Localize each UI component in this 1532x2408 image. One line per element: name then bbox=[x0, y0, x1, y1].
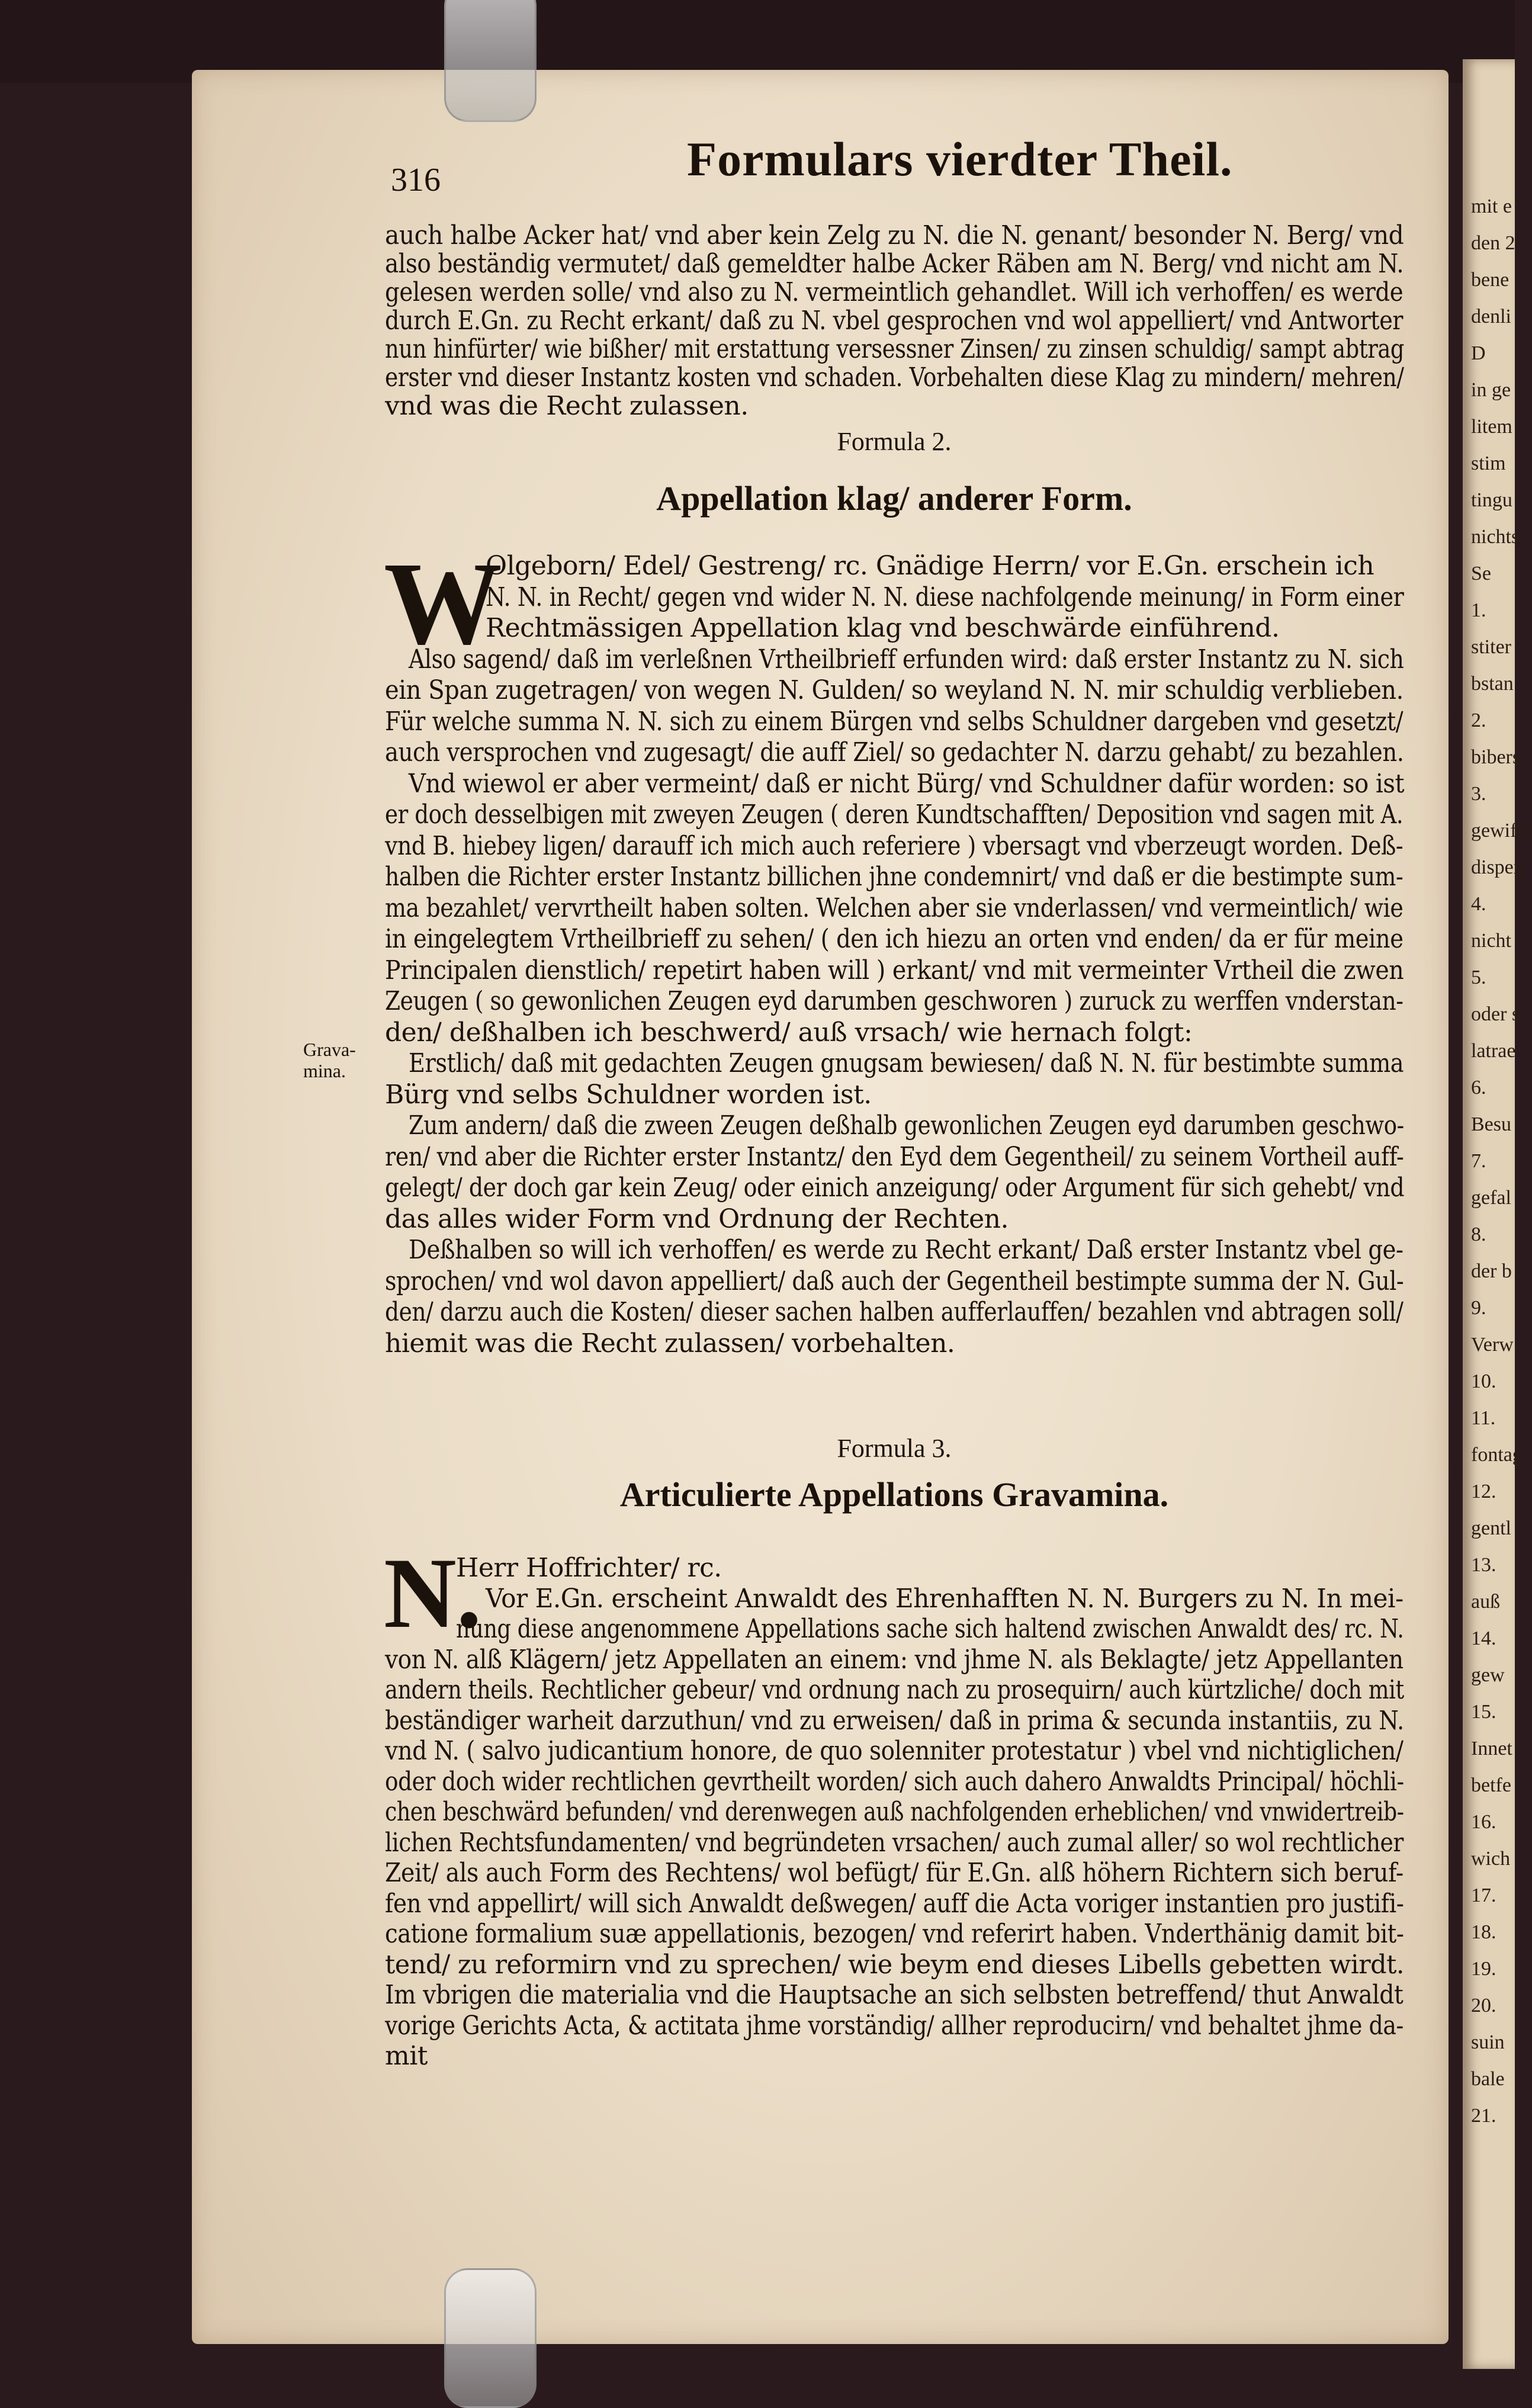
edge-text-line: stiter bbox=[1471, 636, 1511, 658]
edge-text-line: suin bbox=[1471, 2031, 1505, 2053]
edge-text-line: Verw bbox=[1471, 1334, 1514, 1356]
text-line: Herr Hoffrichter/ rc. bbox=[456, 1553, 722, 1583]
text-line: erster vnd dieser Instantz kosten vnd schaden. Vorbehalten diese Klag zu mindern/ mehren/ bbox=[385, 362, 1404, 393]
edge-text-line: 5. bbox=[1471, 967, 1486, 988]
edge-text-line: 4. bbox=[1471, 893, 1486, 915]
edge-text-line: fontag bbox=[1471, 1444, 1523, 1466]
text-line: ma bezahlet/ vervrtheilt haben solten. Welchen aber sie vnderlassen/ vnd vermeintlich/ wie bbox=[385, 892, 1403, 923]
edge-text-line: den 2 bbox=[1471, 232, 1515, 254]
text-line: vnd B. hiebey ligen/ darauff ich mich auch referiere ) vbersagt vnd vberzeugt worden. Deß- bbox=[385, 830, 1403, 861]
text-line: auch versprochen vnd zugesagt/ die auff Ziel/ so gedachter N. darzu gehabt/ zu bezahlen. bbox=[385, 737, 1404, 768]
text-line: nun hinfürter/ wie bißher/ mit erstattung versessner Zinsen/ zu zinsen schuldig/ sampt abtrag bbox=[385, 334, 1405, 364]
edge-text-line: 3. bbox=[1471, 783, 1486, 805]
text-line: chen beschwärd befunden/ vnd derenwegen auß nachfolgenden erheblichen/ vnd vnwidertreib- bbox=[385, 1797, 1404, 1827]
text-line: Erstlich/ daß mit gedachten Zeugen gnugsam bewiesen/ daß N. N. für bestimbte summa bbox=[409, 1048, 1404, 1078]
edge-text-line: 20. bbox=[1471, 1995, 1496, 2017]
running-head: Formulars vierdter Theil. bbox=[687, 132, 1233, 186]
text-line: Zeit/ als auch Form des Rechtens/ wol befügt/ für E.Gn. alß höhern Richtern sich beruf- bbox=[385, 1858, 1403, 1888]
text-line: Vnd wiewol er aber vermeint/ daß er nicht Bürg/ vnd Schuldner dafür worden: so ist bbox=[409, 768, 1405, 799]
book-page-right-edge bbox=[1463, 59, 1515, 2369]
text-line: catione formalium suæ appellationis, bezogen/ vnd referirt haben. Vnderthänig damit bit- bbox=[385, 1919, 1404, 1949]
edge-text-line: 13. bbox=[1471, 1554, 1496, 1576]
edge-text-line: bstan bbox=[1471, 673, 1514, 695]
text-line: er doch desselbigen mit zweyen Zeugen ( deren Kundtschafften/ Deposition vnd sagen mit A. bbox=[385, 800, 1403, 830]
text-line: Zum andern/ daß die zween Zeugen deßhalb gewonlichen Zeugen eyd darumben geschwo- bbox=[409, 1110, 1404, 1141]
edge-text-line: wich bbox=[1471, 1848, 1511, 1870]
edge-text-line: stim bbox=[1471, 452, 1506, 474]
text-line: gelegt/ der doch gar kein Zeug/ oder einich anzeigung/ oder Argument für sich gehebt/ vnd bbox=[385, 1173, 1405, 1203]
edge-text-line: Innet bbox=[1471, 1738, 1512, 1760]
text-line: Principalen dienstlich/ repetirt haben will ) erkant/ vnd mit vermeinter Vrtheil die zwen bbox=[385, 955, 1404, 985]
text-line: Rechtmässigen Appellation klag vnd beschwärde einführend. bbox=[486, 613, 1280, 643]
text-line: nung diese angenommene Appellations sache sich haltend zwischen Anwaldt des/ rc. N. bbox=[456, 1614, 1404, 1644]
text-line: oder doch wider rechtlichen gevrtheilt worden/ sich auch dahero Anwaldts Principal/ höchli- bbox=[385, 1766, 1404, 1797]
text-line: lichen Rechtsfundamenten/ vnd begründeten vrsachen/ auch zumal aller/ so wol rechtlicher bbox=[385, 1827, 1403, 1858]
text-line: Bürg vnd selbs Schuldner worden ist. bbox=[385, 1079, 872, 1110]
edge-text-line: mit e bbox=[1471, 195, 1512, 217]
formula-3-heading: Articulierte Appellations Gravamina. bbox=[619, 1475, 1169, 1514]
text-line: vorige Gerichts Acta, & actitata jhme vorständig/ allher reproducirn/ vnd behaltet jhme da- bbox=[385, 2010, 1403, 2041]
text-line: auch halbe Acker hat/ vnd aber kein Zelg zu N. die N. genant/ besonder N. Berg/ vnd bbox=[385, 220, 1404, 251]
text-line: vnd was die Recht zulassen. bbox=[385, 391, 749, 421]
text-line: fen vnd appellirt/ will sich Anwaldt deßwegen/ auff die Acta voriger instantien pro justifi- bbox=[385, 1888, 1404, 1919]
edge-text-line: 7. bbox=[1471, 1150, 1486, 1172]
dropcap-w: W bbox=[384, 538, 502, 669]
text-line: ren/ vnd aber die Richter erster Instantz/ den Eyd dem Gegentheil/ zu seinem Vortheil auff- bbox=[385, 1141, 1404, 1172]
edge-text-line: nicht bbox=[1471, 930, 1511, 952]
text-line: Für welche summa N. N. sich zu einem Bürgen vnd selbs Schuldner dargeben vnd gesetzt/ bbox=[385, 706, 1403, 737]
text-line: tend/ zu reformirn vnd zu sprechen/ wie beym end dieses Libells gebetten wirdt. bbox=[385, 1949, 1405, 1980]
edge-text-line: 9. bbox=[1471, 1297, 1486, 1319]
text-line: vnd N. ( salvo judicantium honore, de quo solenniter protestatur ) vbel vnd nichtiglichen/ bbox=[385, 1736, 1403, 1766]
text-line: Zeugen ( so gewonlichen Zeugen eyd darumben geschworen ) zuruck zu werffen vnderstan- bbox=[385, 986, 1403, 1016]
edge-text-line: dispen bbox=[1471, 856, 1524, 878]
edge-text-line: auß bbox=[1471, 1591, 1501, 1613]
edge-text-line: 16. bbox=[1471, 1811, 1496, 1833]
text-line: hiemit was die Recht zulassen/ vorbehalten. bbox=[385, 1328, 955, 1359]
edge-text-line: 2. bbox=[1471, 709, 1486, 731]
edge-text-line: nichts bbox=[1471, 526, 1520, 548]
page-number: 316 bbox=[391, 162, 441, 198]
edge-text-line: 11. bbox=[1471, 1407, 1496, 1429]
edge-text-line: 21. bbox=[1471, 2105, 1496, 2127]
edge-text-line: in ge bbox=[1471, 379, 1511, 401]
text-line: in eingelegtem Vrtheilbrieff zu sehen/ ( den ich hiezu an orten vnd enden/ da er für meine bbox=[385, 924, 1403, 954]
text-line: also beständig vermutet/ daß gemeldter halbe Acker Räben am N. Berg/ vnd nicht am N. bbox=[385, 249, 1404, 279]
text-line: Also sagend/ daß im verleßnen Vrtheilbrieff erfunden wird: daß erster Instantz zu N. sich bbox=[409, 644, 1404, 675]
formula-3-label: Formula 3. bbox=[837, 1434, 952, 1463]
edge-text-line: litem bbox=[1471, 416, 1512, 438]
edge-text-line: 6. bbox=[1471, 1077, 1486, 1099]
text-line: andern theils. Rechtlicher gebeur/ vnd ordnung nach zu prosequirn/ auch kürtzliche/ doch mit bbox=[385, 1675, 1404, 1705]
edge-text-line: 19. bbox=[1471, 1958, 1496, 1980]
edge-text-line: 17. bbox=[1471, 1884, 1496, 1906]
text-line: Olgeborn/ Edel/ Gestreng/ rc. Gnädige Herrn/ vor E.Gn. erschein ich bbox=[486, 551, 1374, 581]
text-line: von N. alß Klägern/ jetz Appellaten an einem: vnd jhme N. als Beklagte/ jetz Appellanten bbox=[385, 1644, 1403, 1675]
edge-text-line: bene bbox=[1471, 269, 1509, 291]
edge-text-line: 18. bbox=[1471, 1921, 1496, 1943]
text-line: Im vbrigen die materialia vnd die Hauptsache an sich selbsten betreffend/ thut Anwaldt bbox=[385, 1980, 1403, 2010]
edge-text-line: gewiffe bbox=[1471, 820, 1532, 842]
text-line: halben die Richter erster Instantz billichen jhne condemnirt/ vnd daß er die bestimpte sum- bbox=[385, 862, 1403, 892]
bottom-page-clip bbox=[444, 2268, 537, 2408]
margin-note-gravamina: Grava-mina. bbox=[303, 1039, 356, 1081]
top-page-clip bbox=[444, 0, 537, 122]
text-line: den/ darzu auch die Kosten/ dieser sachen halben aufferlauffen/ bezahlen vnd abtragen soll/ bbox=[385, 1297, 1403, 1327]
edge-text-line: 1. bbox=[1471, 599, 1486, 621]
edge-text-line: bale bbox=[1471, 2068, 1505, 2090]
edge-text-line: gefal bbox=[1471, 1187, 1511, 1209]
edge-text-line: tingu bbox=[1471, 489, 1512, 511]
edge-text-line: 8. bbox=[1471, 1224, 1486, 1245]
edge-text-line: betfe bbox=[1471, 1774, 1511, 1796]
edge-text-line: latrae bbox=[1471, 1040, 1516, 1062]
formula-2-heading: Appellation klag/ anderer Form. bbox=[656, 479, 1132, 518]
edge-text-line: gentl bbox=[1471, 1517, 1511, 1539]
text-line: Vor E.Gn. erscheint Anwaldt des Ehrenhafften N. N. Burgers zu N. In mei- bbox=[486, 1583, 1403, 1614]
text-line: ein Span zugetragen/ von wegen N. Gulden/ so weyland N. N. mir schuldig verblieben. bbox=[385, 675, 1403, 705]
text-line: das alles wider Form vnd Ordnung der Rechten. bbox=[385, 1203, 1009, 1234]
text-line: gelesen werden solle/ vnd also zu N. vermeintlich gehandlet. Will ich verhoffen/ es werde bbox=[385, 277, 1403, 307]
edge-text-line: Besu bbox=[1471, 1113, 1511, 1135]
text-line: sprochen/ vnd wol davon appelliert/ daß auch der Gegentheil bestimpte summa der N. Gul- bbox=[385, 1266, 1404, 1296]
formula-2-label: Formula 2. bbox=[837, 427, 952, 456]
edge-text-line: der b bbox=[1471, 1260, 1512, 1282]
edge-text-line: 12. bbox=[1471, 1481, 1496, 1502]
edge-text-line: oder s bbox=[1471, 1003, 1520, 1025]
edge-text-line: 10. bbox=[1471, 1370, 1496, 1392]
edge-text-line: denli bbox=[1471, 306, 1511, 328]
dropcap-n: N. bbox=[384, 1537, 482, 1649]
text-line: den/ deßhalben ich beschwerd/ auß vrsach/ wie hernach folgt: bbox=[385, 1017, 1193, 1048]
text-line: N. N. in Recht/ gegen vnd wider N. N. diese nachfolgende meinung/ in Form einer bbox=[486, 582, 1404, 612]
text-line: Deßhalben so will ich verhoffen/ es werde zu Recht erkant/ Daß erster Instantz vbel ge- bbox=[409, 1235, 1403, 1265]
edge-text-line: Se bbox=[1471, 563, 1491, 585]
edge-text-line: gew bbox=[1471, 1664, 1505, 1686]
edge-text-line: 15. bbox=[1471, 1701, 1496, 1723]
text-line: durch E.Gn. zu Recht erkant/ daß zu N. vbel gesprochen vnd wol appelliert/ vnd Antworter bbox=[385, 306, 1403, 336]
edge-text-line: 14. bbox=[1471, 1627, 1496, 1649]
text-line: mit bbox=[385, 2041, 428, 2071]
text-line: beständiger warheit darzuthun/ vnd zu erweisen/ daß in prima & secunda instantiis, zu N. bbox=[385, 1705, 1404, 1736]
edge-text-line: D bbox=[1471, 342, 1486, 364]
edge-text-line: bibers bbox=[1471, 746, 1521, 768]
